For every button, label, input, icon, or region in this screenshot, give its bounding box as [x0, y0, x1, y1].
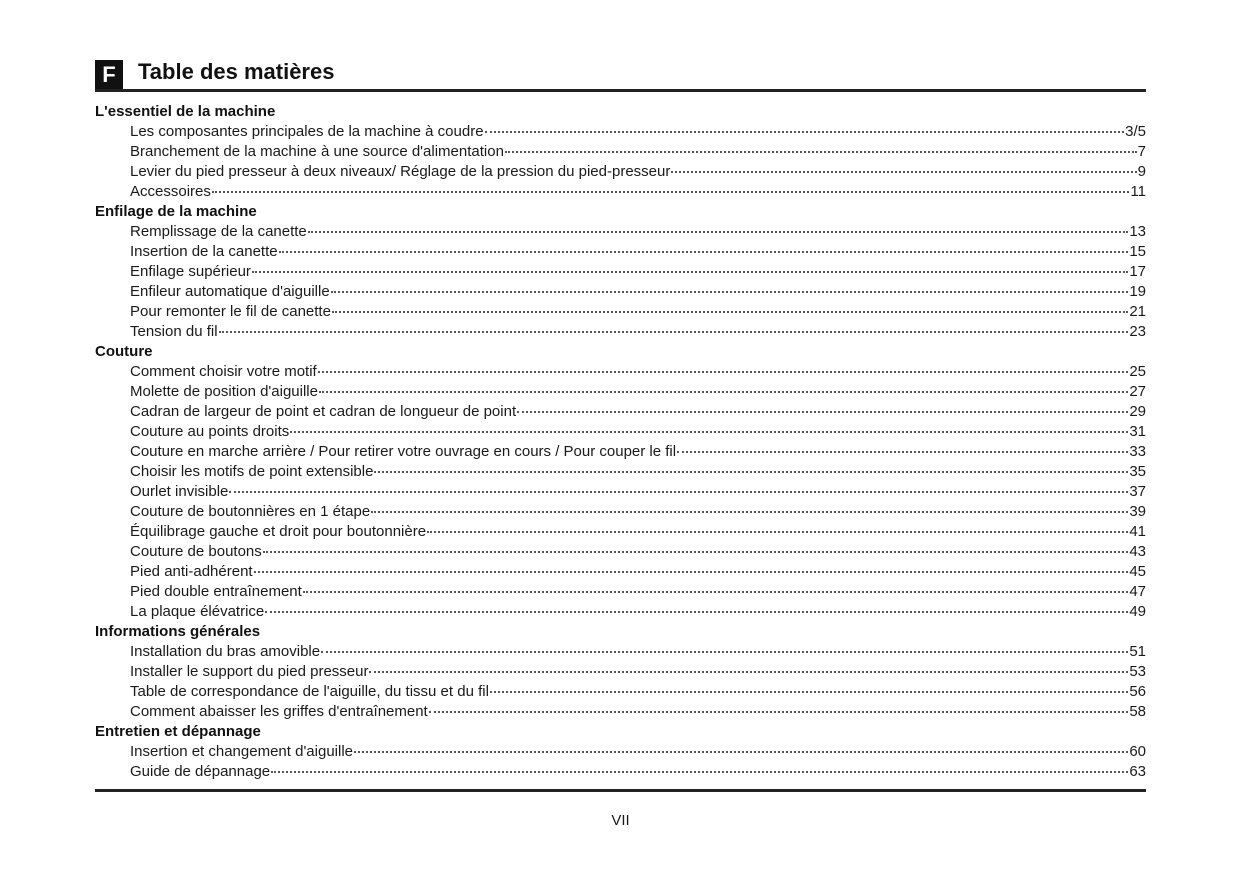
toc-entry[interactable]: [95, 482, 1146, 502]
toc-section: [95, 722, 1146, 782]
entry-page-number: 23: [1129, 323, 1146, 340]
entry-page-number: 51: [1129, 643, 1146, 660]
toc-entry[interactable]: [95, 182, 1146, 202]
entry-label: Accessoires: [130, 183, 211, 200]
entry-label: Pour remonter le fil de canette: [130, 303, 331, 320]
toc-entry[interactable]: [95, 442, 1146, 462]
dot-leader: [485, 130, 1125, 133]
toc-entry[interactable]: [95, 122, 1146, 142]
dot-leader: [319, 390, 1128, 393]
entry-label: La plaque élévatrice: [130, 603, 265, 620]
dot-leader: [429, 710, 1129, 713]
entry-page-number: 29: [1129, 403, 1146, 420]
section-title: Enfilage de la machine: [95, 203, 257, 220]
toc-section: [95, 622, 1146, 722]
entry-page-number: 58: [1129, 703, 1146, 720]
toc-section: [95, 342, 1146, 622]
entry-label: Molette de position d'aiguille: [130, 383, 318, 400]
dot-leader: [371, 510, 1128, 513]
entry-page-number: 9: [1137, 163, 1146, 180]
entry-page-number: 3/5: [1125, 123, 1146, 140]
dot-leader: [252, 270, 1128, 273]
toc-entry[interactable]: [95, 322, 1146, 342]
toc-entry[interactable]: [95, 302, 1146, 322]
toc-entry[interactable]: [95, 142, 1146, 162]
entry-label: Insertion de la canette: [130, 243, 278, 260]
toc-entry[interactable]: [95, 522, 1146, 542]
entry-label: Branchement de la machine à une source d'alimentation: [130, 143, 504, 160]
section-title: Couture: [95, 343, 153, 360]
toc-entry[interactable]: [95, 682, 1146, 702]
entry-label: Ourlet invisible: [130, 483, 229, 500]
footer-rule: [95, 789, 1146, 792]
toc-entry[interactable]: [95, 282, 1146, 302]
dot-leader: [219, 330, 1129, 333]
toc-entry[interactable]: [95, 662, 1146, 682]
entry-label: Levier du pied presseur à deux niveaux/ Réglage de la pression du pied-presseur: [130, 163, 671, 180]
entry-page-number: 31: [1129, 423, 1146, 440]
toc-entry[interactable]: [95, 742, 1146, 762]
dot-leader: [308, 230, 1129, 233]
dot-leader: [374, 470, 1128, 473]
dot-leader: [354, 750, 1128, 753]
toc-entry[interactable]: [95, 462, 1146, 482]
toc-entry[interactable]: [95, 382, 1146, 402]
dot-leader: [229, 490, 1128, 493]
dot-leader: [427, 530, 1128, 533]
entry-page-number: 45: [1129, 563, 1146, 580]
entry-page-number: 41: [1129, 523, 1146, 540]
dot-leader: [671, 170, 1136, 173]
dot-leader: [677, 450, 1128, 453]
toc-entry[interactable]: [95, 422, 1146, 442]
dot-leader: [303, 590, 1129, 593]
table-of-contents: [95, 102, 1146, 782]
toc-section: [95, 102, 1146, 202]
toc-entry[interactable]: [95, 762, 1146, 782]
entry-label: Comment choisir votre motif: [130, 363, 317, 380]
entry-label: Tension du fil: [130, 323, 218, 340]
entry-page-number: 43: [1129, 543, 1146, 560]
entry-label: Pied anti-adhérent: [130, 563, 253, 580]
entry-page-number: 15: [1129, 243, 1146, 260]
entry-label: Couture de boutonnières en 1 étape: [130, 503, 371, 520]
entry-page-number: 21: [1129, 303, 1146, 320]
entry-label: Pied double entraînement: [130, 583, 302, 600]
dot-leader: [271, 770, 1128, 773]
entry-label: Installer le support du pied presseur: [130, 663, 369, 680]
toc-page: [95, 0, 1146, 874]
entry-page-number: 25: [1129, 363, 1146, 380]
entry-label: Les composantes principales de la machine à coudre: [130, 123, 484, 140]
entry-label: Équilibrage gauche et droit pour boutonnière: [130, 523, 427, 540]
entry-page-number: 7: [1137, 143, 1146, 160]
entry-page-number: 47: [1129, 583, 1146, 600]
toc-entry[interactable]: [95, 582, 1146, 602]
dot-leader: [290, 430, 1128, 433]
page-number: VII: [611, 812, 630, 829]
page-title: Table des matières: [138, 59, 335, 84]
dot-leader: [505, 150, 1137, 153]
toc-entry[interactable]: [95, 222, 1146, 242]
toc-entry[interactable]: [95, 362, 1146, 382]
entry-page-number: 27: [1129, 383, 1146, 400]
header: [95, 58, 1146, 90]
entry-page-number: 39: [1129, 503, 1146, 520]
dot-leader: [332, 310, 1128, 313]
entry-label: Comment abaisser les griffes d'entraînement: [130, 703, 428, 720]
entry-label: Choisir les motifs de point extensible: [130, 463, 374, 480]
entry-page-number: 49: [1129, 603, 1146, 620]
entry-page-number: 53: [1129, 663, 1146, 680]
entry-page-number: 13: [1129, 223, 1146, 240]
entry-page-number: 56: [1129, 683, 1146, 700]
dot-leader: [321, 650, 1128, 653]
toc-entry[interactable]: [95, 562, 1146, 582]
entry-page-number: 35: [1129, 463, 1146, 480]
toc-entry[interactable]: [95, 262, 1146, 282]
dot-leader: [279, 250, 1129, 253]
entry-page-number: 37: [1129, 483, 1146, 500]
entry-page-number: 11: [1130, 183, 1146, 200]
entry-label: Couture en marche arrière / Pour retirer votre ouvrage en cours / Pour couper le fil: [130, 443, 677, 460]
dot-leader: [254, 570, 1129, 573]
entry-label: Cadran de largeur de point et cadran de longueur de point: [130, 403, 517, 420]
toc-entry[interactable]: [95, 242, 1146, 262]
dot-leader: [369, 670, 1128, 673]
entry-label: Installation du bras amovible: [130, 643, 321, 660]
entry-label: Insertion et changement d'aiguille: [130, 743, 354, 760]
entry-page-number: 33: [1129, 443, 1146, 460]
entry-page-number: 60: [1129, 743, 1146, 760]
entry-label: Enfileur automatique d'aiguille: [130, 283, 330, 300]
section-title: Informations générales: [95, 623, 261, 640]
entry-page-number: 63: [1129, 763, 1146, 780]
toc-entry[interactable]: [95, 602, 1146, 622]
toc-entry[interactable]: [95, 162, 1146, 182]
entry-page-number: 19: [1129, 283, 1146, 300]
dot-leader: [263, 550, 1129, 553]
entry-label: Couture de boutons: [130, 543, 262, 560]
entry-label: Guide de dépannage: [130, 763, 271, 780]
dot-leader: [265, 610, 1128, 613]
dot-leader: [318, 370, 1129, 373]
entry-label: Enfilage supérieur: [130, 263, 251, 280]
dot-leader: [212, 190, 1130, 193]
section-title: L'essentiel de la machine: [95, 103, 276, 120]
entry-label: Couture au points droits: [130, 423, 290, 440]
toc-entry[interactable]: [95, 702, 1146, 722]
toc-entry[interactable]: [95, 402, 1146, 422]
entry-label: Table de correspondance de l'aiguille, du tissu et du fil: [130, 683, 489, 700]
header-rule: [95, 89, 1146, 92]
toc-entry[interactable]: [95, 542, 1146, 562]
dot-leader: [331, 290, 1129, 293]
language-badge: F: [95, 60, 123, 90]
entry-page-number: 17: [1129, 263, 1146, 280]
toc-entry[interactable]: [95, 642, 1146, 662]
dot-leader: [490, 690, 1128, 693]
entry-label: Remplissage de la canette: [130, 223, 307, 240]
section-title: Entretien et dépannage: [95, 723, 261, 740]
toc-section: [95, 202, 1146, 342]
dot-leader: [517, 410, 1128, 413]
toc-entry[interactable]: [95, 502, 1146, 522]
